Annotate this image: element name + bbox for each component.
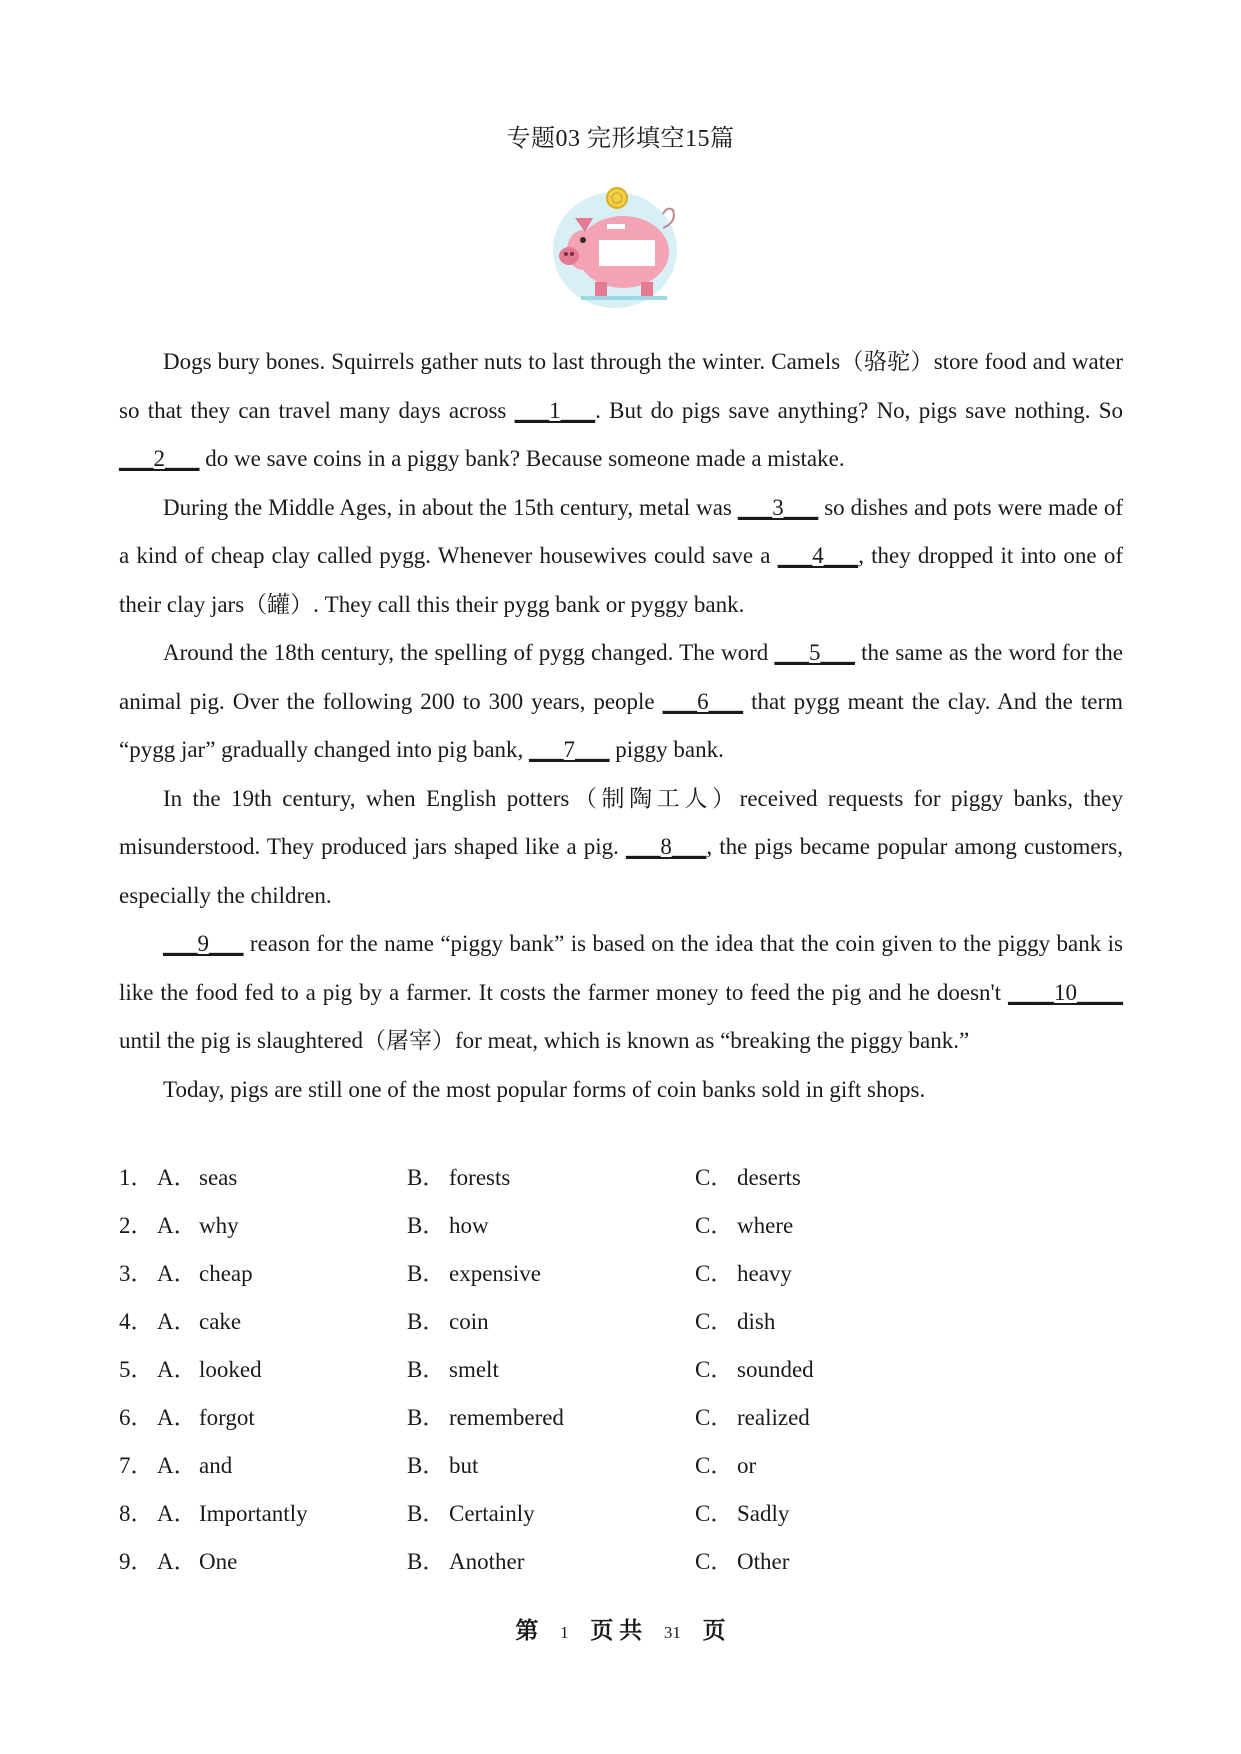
option-a <box>157 1154 237 1202</box>
option-b <box>407 1442 478 1490</box>
question-row <box>119 1154 1123 1202</box>
option-letter: C． <box>695 1549 734 1574</box>
option-letter: C． <box>695 1213 734 1238</box>
option-text: where <box>737 1213 794 1238</box>
option-text: or <box>737 1453 757 1478</box>
question-row <box>119 1538 1123 1586</box>
cloze-blank: ___4___ <box>777 543 859 568</box>
option-text: but <box>449 1453 479 1478</box>
option-c <box>695 1346 814 1394</box>
option-text: expensive <box>449 1261 541 1286</box>
option-text: dish <box>737 1309 776 1334</box>
option-letter: A． <box>157 1357 197 1382</box>
footer-page-number: 1 <box>560 1623 569 1642</box>
cloze-blank: ___3___ <box>737 494 819 520</box>
option-text: seas <box>199 1165 238 1190</box>
option-letter: C． <box>695 1405 734 1430</box>
option-b <box>407 1250 541 1298</box>
option-letter: B． <box>407 1165 446 1190</box>
question-row <box>119 1250 1123 1298</box>
question-row <box>119 1298 1123 1346</box>
option-text: cake <box>199 1309 242 1334</box>
option-letter: C． <box>695 1261 734 1286</box>
cloze-blank: ___7___ <box>529 737 610 762</box>
option-letter: A． <box>157 1501 197 1526</box>
option-letter: B． <box>407 1549 446 1574</box>
option-b <box>407 1394 564 1442</box>
option-c <box>695 1442 756 1490</box>
option-text: Importantly <box>199 1501 308 1526</box>
option-letter: A． <box>157 1549 197 1574</box>
option-text: forests <box>449 1165 511 1190</box>
option-b <box>407 1298 489 1346</box>
option-text: why <box>199 1213 239 1238</box>
option-text: sounded <box>737 1357 814 1382</box>
passage-paragraph <box>119 338 1123 484</box>
option-text: smelt <box>449 1357 499 1382</box>
passage-text: . But do pigs save anything? No, pigs save nothing. So <box>595 397 1123 423</box>
footer-suffix: 页 <box>702 1618 726 1643</box>
passage-text: the same as the word for the animal pig. Over the following 200 to 300 years, people <box>119 640 1123 714</box>
option-a <box>157 1442 232 1490</box>
option-text: looked <box>199 1357 262 1382</box>
option-text: deserts <box>737 1165 801 1190</box>
option-letter: C． <box>695 1309 734 1334</box>
passage-text: that pygg meant the clay. And the term “pygg jar” gradually changed into pig bank, <box>119 688 1124 762</box>
passage-text: Today, pigs are still one of the most popular forms of coin banks sold in gift shops. <box>163 1076 926 1102</box>
option-text: realized <box>737 1405 810 1430</box>
footer-total-pages: 31 <box>663 1623 681 1642</box>
option-a <box>157 1394 255 1442</box>
option-text: heavy <box>737 1261 792 1286</box>
question-number: 9． <box>119 1549 154 1574</box>
question-number: 3． <box>119 1261 154 1286</box>
question-row <box>119 1202 1123 1250</box>
option-a <box>157 1490 308 1538</box>
cloze-blank: ___9___ <box>163 931 244 956</box>
option-a <box>157 1298 241 1346</box>
option-text: Certainly <box>449 1501 535 1526</box>
option-text: One <box>199 1549 238 1574</box>
passage-text: reason for the name “piggy bank” is based on the idea that the coin given to the piggy bank is like the food fed to a pig by a farmer. It costs the farmer money to feed the pig and he doesn't <box>119 931 1123 1005</box>
passage-paragraph <box>119 1066 1123 1115</box>
option-a <box>157 1202 239 1250</box>
option-letter: A． <box>157 1213 197 1238</box>
option-letter: C． <box>695 1165 734 1190</box>
option-a <box>157 1250 253 1298</box>
option-letter: A． <box>157 1405 197 1430</box>
option-text: Another <box>449 1549 525 1574</box>
passage-text: , the pigs became popular among customers, especially the children. <box>119 834 1123 908</box>
question-number: 6． <box>119 1405 154 1430</box>
option-text: remembered <box>449 1405 564 1430</box>
option-letter: A． <box>157 1261 197 1286</box>
question-number: 7． <box>119 1453 154 1478</box>
cloze-blank: ___2___ <box>119 446 200 471</box>
option-text: Sadly <box>737 1501 790 1526</box>
passage-paragraph <box>119 920 1123 1066</box>
page-title: 专题03 完形填空15篇 <box>506 126 735 152</box>
option-text: forgot <box>199 1405 255 1430</box>
cloze-blank: ___6___ <box>662 688 744 714</box>
passage-paragraph <box>119 484 1123 630</box>
option-letter: B． <box>407 1501 446 1526</box>
passage-text: In the 19th century, when English potters（制陶工人）received requests for piggy banks, they misunderstood. They produced jars shaped like a pig. <box>119 785 1123 859</box>
question-row <box>119 1442 1123 1490</box>
option-c <box>695 1154 801 1202</box>
option-c <box>695 1298 775 1346</box>
option-b <box>407 1490 535 1538</box>
option-text: Other <box>737 1549 790 1574</box>
piggy-bank-illustration <box>545 170 695 310</box>
option-letter: C． <box>695 1501 734 1526</box>
option-text: how <box>449 1213 489 1238</box>
option-c <box>695 1202 793 1250</box>
option-text: coin <box>449 1309 489 1334</box>
passage-text: Around the 18th century, the spelling of pygg changed. The word <box>163 640 775 665</box>
option-c <box>695 1490 789 1538</box>
footer-prefix: 第 <box>515 1618 539 1643</box>
passage-text: piggy bank. <box>609 737 724 762</box>
question-number: 4． <box>119 1309 154 1334</box>
question-row <box>119 1490 1123 1538</box>
passage-text: do we save coins in a piggy bank? Because someone made a mistake. <box>199 446 845 471</box>
cloze-blank: ___8___ <box>625 834 707 859</box>
option-letter: C． <box>695 1357 734 1382</box>
question-number: 1． <box>119 1165 154 1190</box>
option-letter: A． <box>157 1165 197 1190</box>
cloze-passage <box>119 338 1123 1114</box>
piggy-bank-icon <box>545 170 695 310</box>
passage-text: During the Middle Ages, in about the 15th century, metal was <box>163 494 738 520</box>
question-number: 5． <box>119 1357 154 1382</box>
cloze-blank: ___5___ <box>774 640 855 665</box>
option-letter: A． <box>157 1453 197 1478</box>
passage-paragraph <box>119 629 1123 775</box>
cloze-blank: ___1___ <box>514 397 596 423</box>
option-c <box>695 1538 789 1586</box>
question-row <box>119 1394 1123 1442</box>
option-b <box>407 1538 524 1586</box>
passage-text: , they dropped it into one of their clay jars（罐）. They call this their pygg bank or pyggy bank. <box>119 543 1123 617</box>
passage-text: Dogs bury bones. Squirrels gather nuts to last through the winter. Camels（骆驼）store food and water so that they can travel many days across <box>119 349 1123 423</box>
option-letter: B． <box>407 1405 446 1430</box>
option-b <box>407 1346 499 1394</box>
option-a <box>157 1346 262 1394</box>
option-letter: C． <box>695 1453 734 1478</box>
option-letter: B． <box>407 1357 446 1382</box>
option-a <box>157 1538 237 1586</box>
question-number: 8． <box>119 1501 154 1526</box>
option-c <box>695 1250 792 1298</box>
answer-options <box>119 1154 1123 1586</box>
passage-text: until the pig is slaughtered（屠宰）for meat, which is known as “breaking the piggy bank.” <box>119 1028 970 1053</box>
option-letter: B． <box>407 1261 446 1286</box>
question-row <box>119 1346 1123 1394</box>
option-b <box>407 1202 489 1250</box>
passage-text: so dishes and pots were made of a kind of cheap clay called pygg. Whenever housewives could save a <box>119 494 1123 568</box>
option-c <box>695 1394 810 1442</box>
page-footer <box>0 1612 1241 1645</box>
option-letter: B． <box>407 1453 446 1478</box>
passage-paragraph <box>119 775 1123 921</box>
footer-middle: 页 共 <box>590 1618 643 1643</box>
question-number: 2． <box>119 1213 154 1238</box>
option-letter: B． <box>407 1213 446 1238</box>
option-text: cheap <box>199 1261 253 1286</box>
option-b <box>407 1154 510 1202</box>
option-letter: A． <box>157 1309 197 1334</box>
option-text: and <box>199 1453 233 1478</box>
option-letter: B． <box>407 1309 446 1334</box>
cloze-blank: ____10____ <box>1008 979 1123 1005</box>
